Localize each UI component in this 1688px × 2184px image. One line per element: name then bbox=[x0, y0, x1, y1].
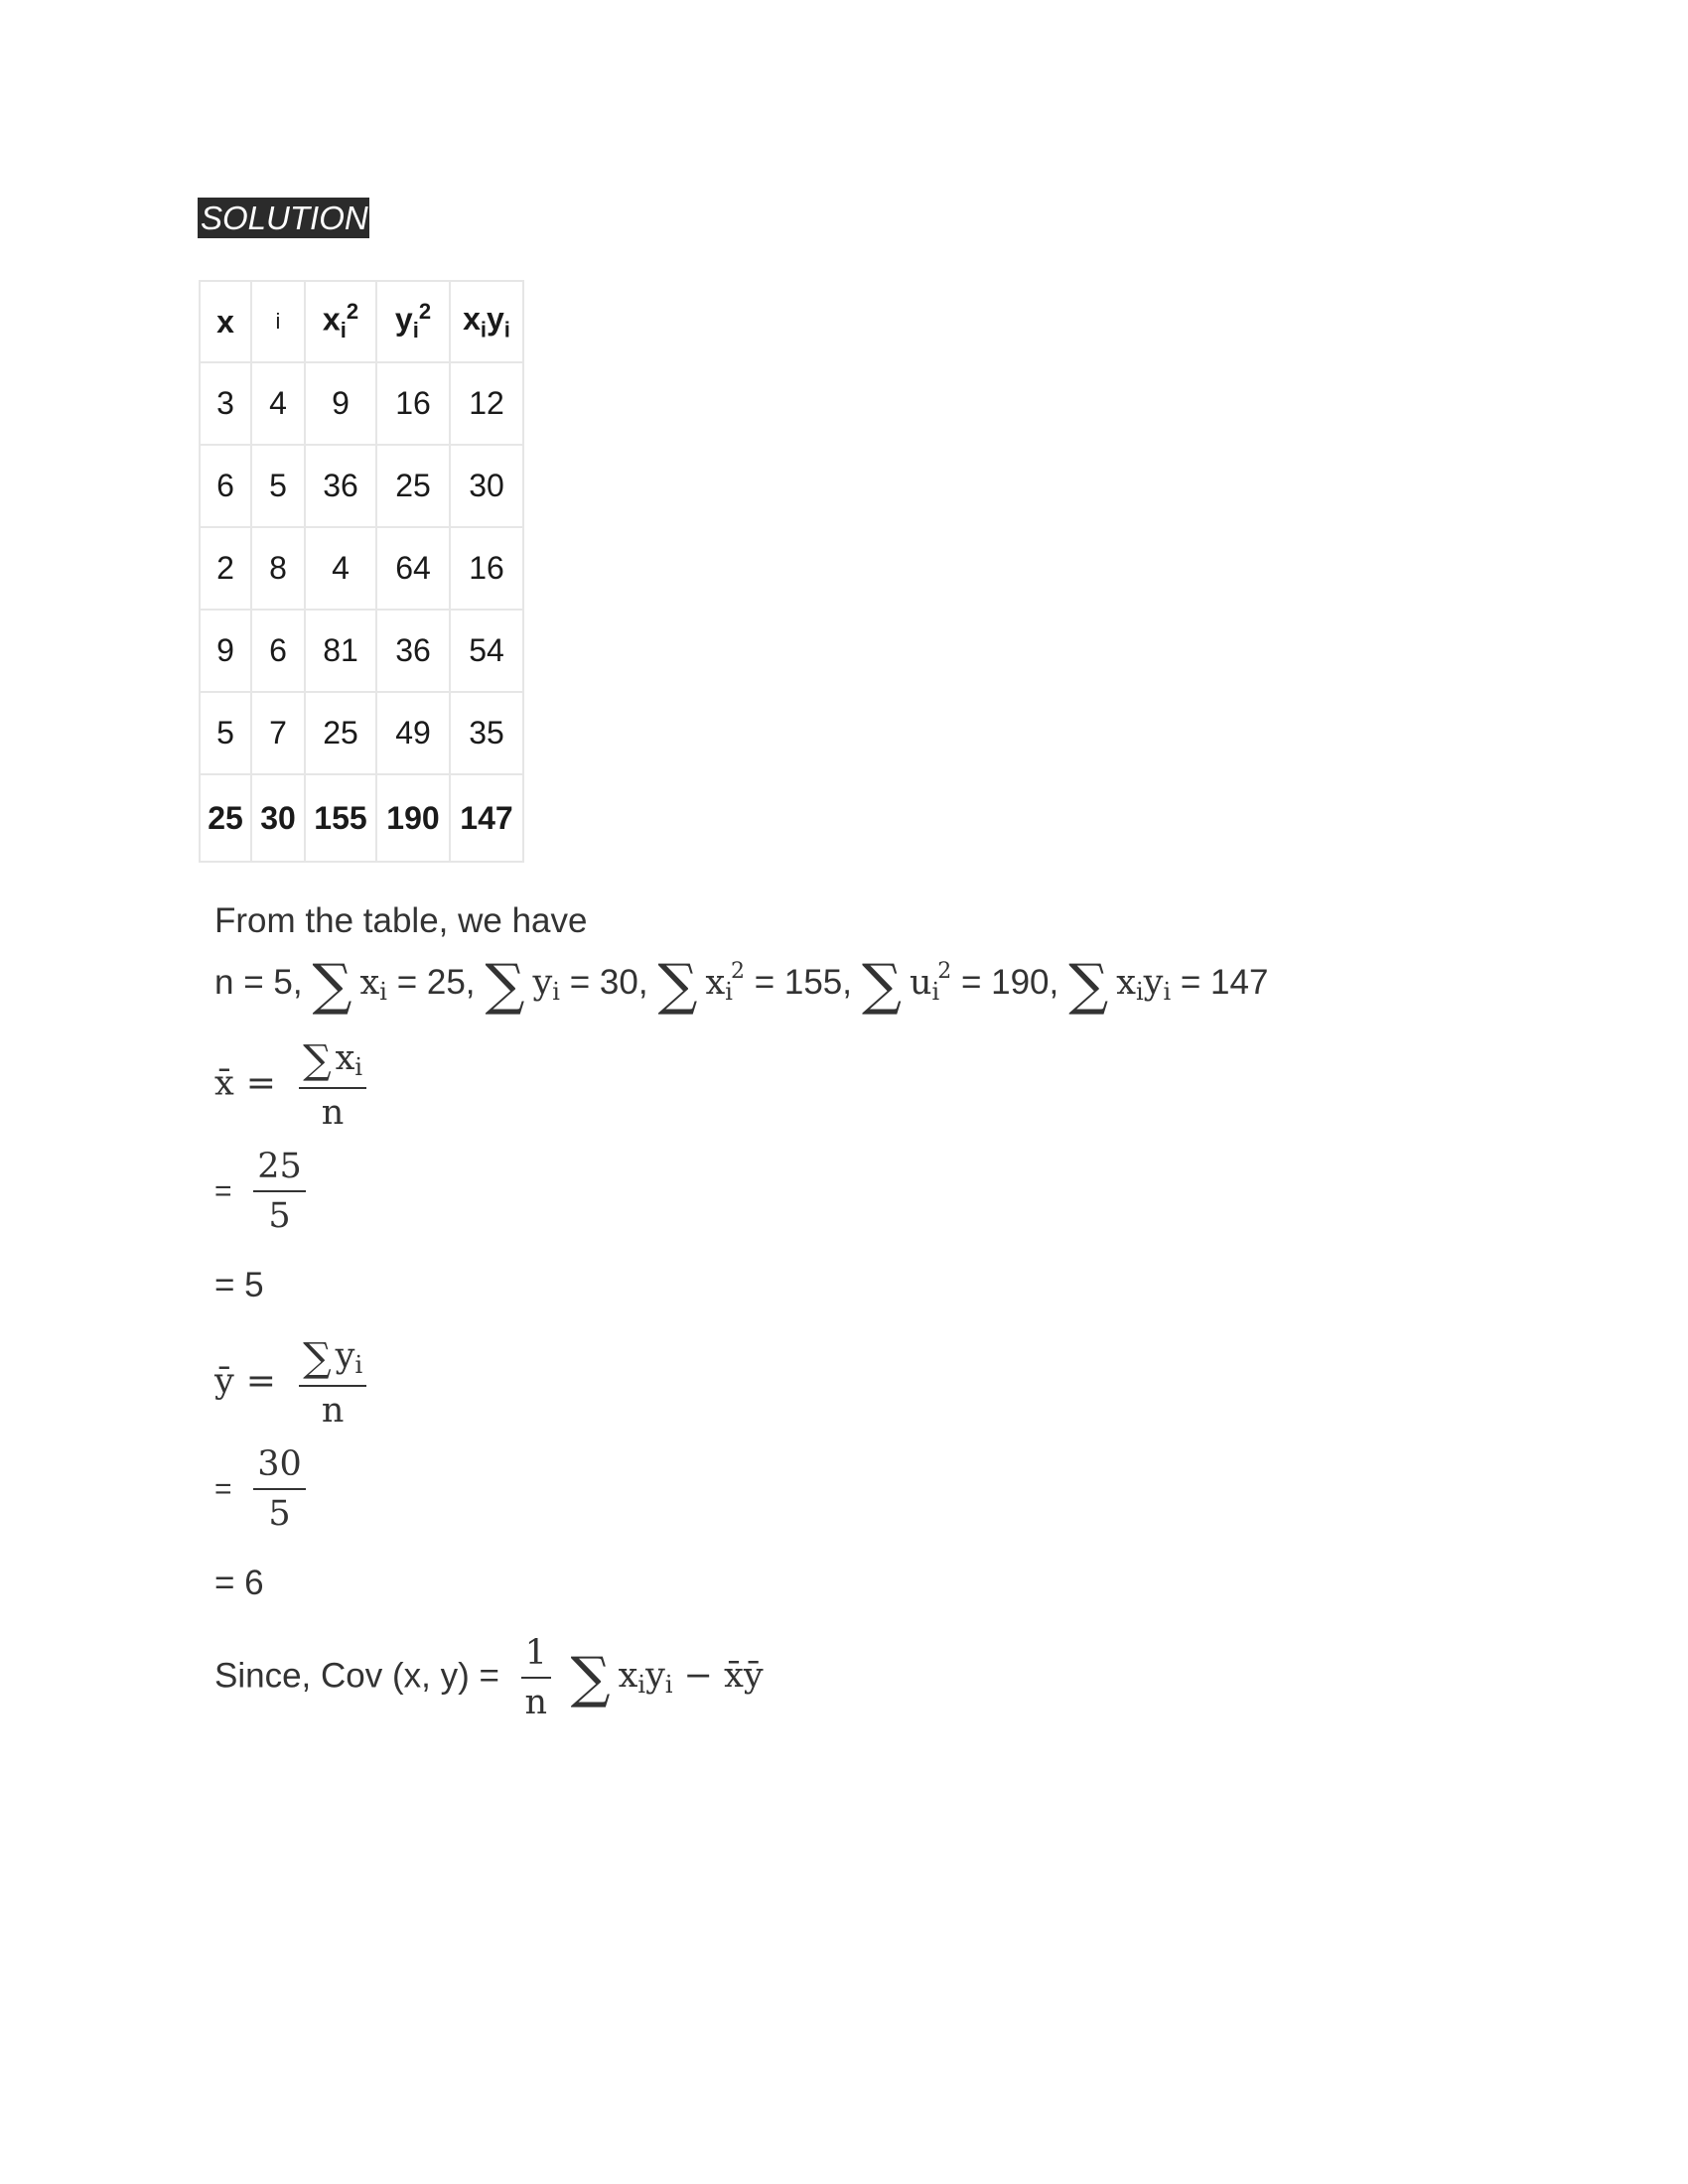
total-cell: 190 bbox=[376, 774, 450, 862]
table-cell: 9 bbox=[305, 362, 376, 445]
ybar-step: = $\frac{30}{5}$ bbox=[214, 1444, 306, 1534]
cov-fraction: $\frac{1}{n}$ bbox=[521, 1633, 551, 1722]
total-cell: 155 bbox=[305, 774, 376, 862]
header-yi2: $y_i^2$ bbox=[376, 281, 450, 362]
xbar-formula: x̄ = $\frac{\sum xi}{n}$ bbox=[214, 1037, 366, 1133]
cov-formula: Since, Cov (x, y) = $\frac{1}{n}$ ∑ xiyi − x̄ȳ bbox=[214, 1633, 764, 1722]
table-cell: 36 bbox=[376, 610, 450, 692]
table-cell: 4 bbox=[251, 362, 305, 445]
ybar-fraction: $\frac{\sum yi}{n}$ bbox=[299, 1335, 366, 1431]
header-xi2: $x_i^2$ bbox=[305, 281, 376, 362]
header-i: i bbox=[251, 281, 305, 362]
ybar-step-fraction: $\frac{30}{5}$ bbox=[253, 1444, 306, 1534]
header-xiyi: $x_iy_i$ bbox=[450, 281, 523, 362]
sigma-symbol: ∑ bbox=[862, 953, 902, 1018]
table-cell: 8 bbox=[251, 527, 305, 610]
xbar-result: = 5 bbox=[214, 1266, 264, 1304]
sigma-symbol: ∑ bbox=[485, 953, 525, 1018]
table-cell: 25 bbox=[305, 692, 376, 774]
ybar-formula: ȳ = $\frac{\sum yi}{n}$ bbox=[214, 1335, 366, 1431]
table-totals-row bbox=[200, 774, 523, 862]
xbar-step-fraction: $\frac{25}{5}$ bbox=[253, 1147, 306, 1236]
table-cell: 54 bbox=[450, 610, 523, 692]
table-cell: 81 bbox=[305, 610, 376, 692]
table-cell: 7 bbox=[251, 692, 305, 774]
table-cell: 25 bbox=[376, 445, 450, 527]
table-cell: 5 bbox=[200, 692, 251, 774]
table-cell: 9 bbox=[200, 610, 251, 692]
table-header-row bbox=[200, 281, 523, 362]
table-cell: 6 bbox=[200, 445, 251, 527]
table-cell: 16 bbox=[376, 362, 450, 445]
total-cell: 147 bbox=[450, 774, 523, 862]
table-cell: 5 bbox=[251, 445, 305, 527]
table-cell: 6 bbox=[251, 610, 305, 692]
table-row bbox=[200, 445, 523, 527]
table-cell: 35 bbox=[450, 692, 523, 774]
table-cell: 2 bbox=[200, 527, 251, 610]
xbar-fraction: $\frac{\sum xi}{n}$ bbox=[299, 1037, 366, 1133]
total-cell: 30 bbox=[251, 774, 305, 862]
table-cell: 64 bbox=[376, 527, 450, 610]
table-cell: 16 bbox=[450, 527, 523, 610]
total-cell: 25 bbox=[200, 774, 251, 862]
table-row bbox=[200, 610, 523, 692]
sums-line: n = 5, ∑ xi = 25, ∑ yi = 30, ∑ $xi^2 = 155$, ∑ $ui^2 = 190$, ∑ xiyi = 147 bbox=[214, 953, 1269, 1018]
solution-heading: SOLUTION bbox=[198, 198, 369, 238]
table-cell: 4 bbox=[305, 527, 376, 610]
table-cell: 49 bbox=[376, 692, 450, 774]
sigma-symbol: ∑ bbox=[570, 1646, 611, 1711]
table-cell: 36 bbox=[305, 445, 376, 527]
data-table bbox=[199, 280, 524, 863]
sigma-symbol: ∑ bbox=[312, 953, 352, 1018]
table-row bbox=[200, 527, 523, 610]
table-row bbox=[200, 362, 523, 445]
table-cell: 3 bbox=[200, 362, 251, 445]
ybar-result: = 6 bbox=[214, 1564, 264, 1602]
intro-text: From the table, we have bbox=[214, 901, 588, 940]
table-cell: 30 bbox=[450, 445, 523, 527]
header-x: x bbox=[200, 281, 251, 362]
xbar-step: = $\frac{25}{5}$ bbox=[214, 1147, 306, 1236]
sigma-symbol: ∑ bbox=[657, 953, 698, 1018]
table-row bbox=[200, 692, 523, 774]
sigma-symbol: ∑ bbox=[1068, 953, 1109, 1018]
table-cell: 12 bbox=[450, 362, 523, 445]
